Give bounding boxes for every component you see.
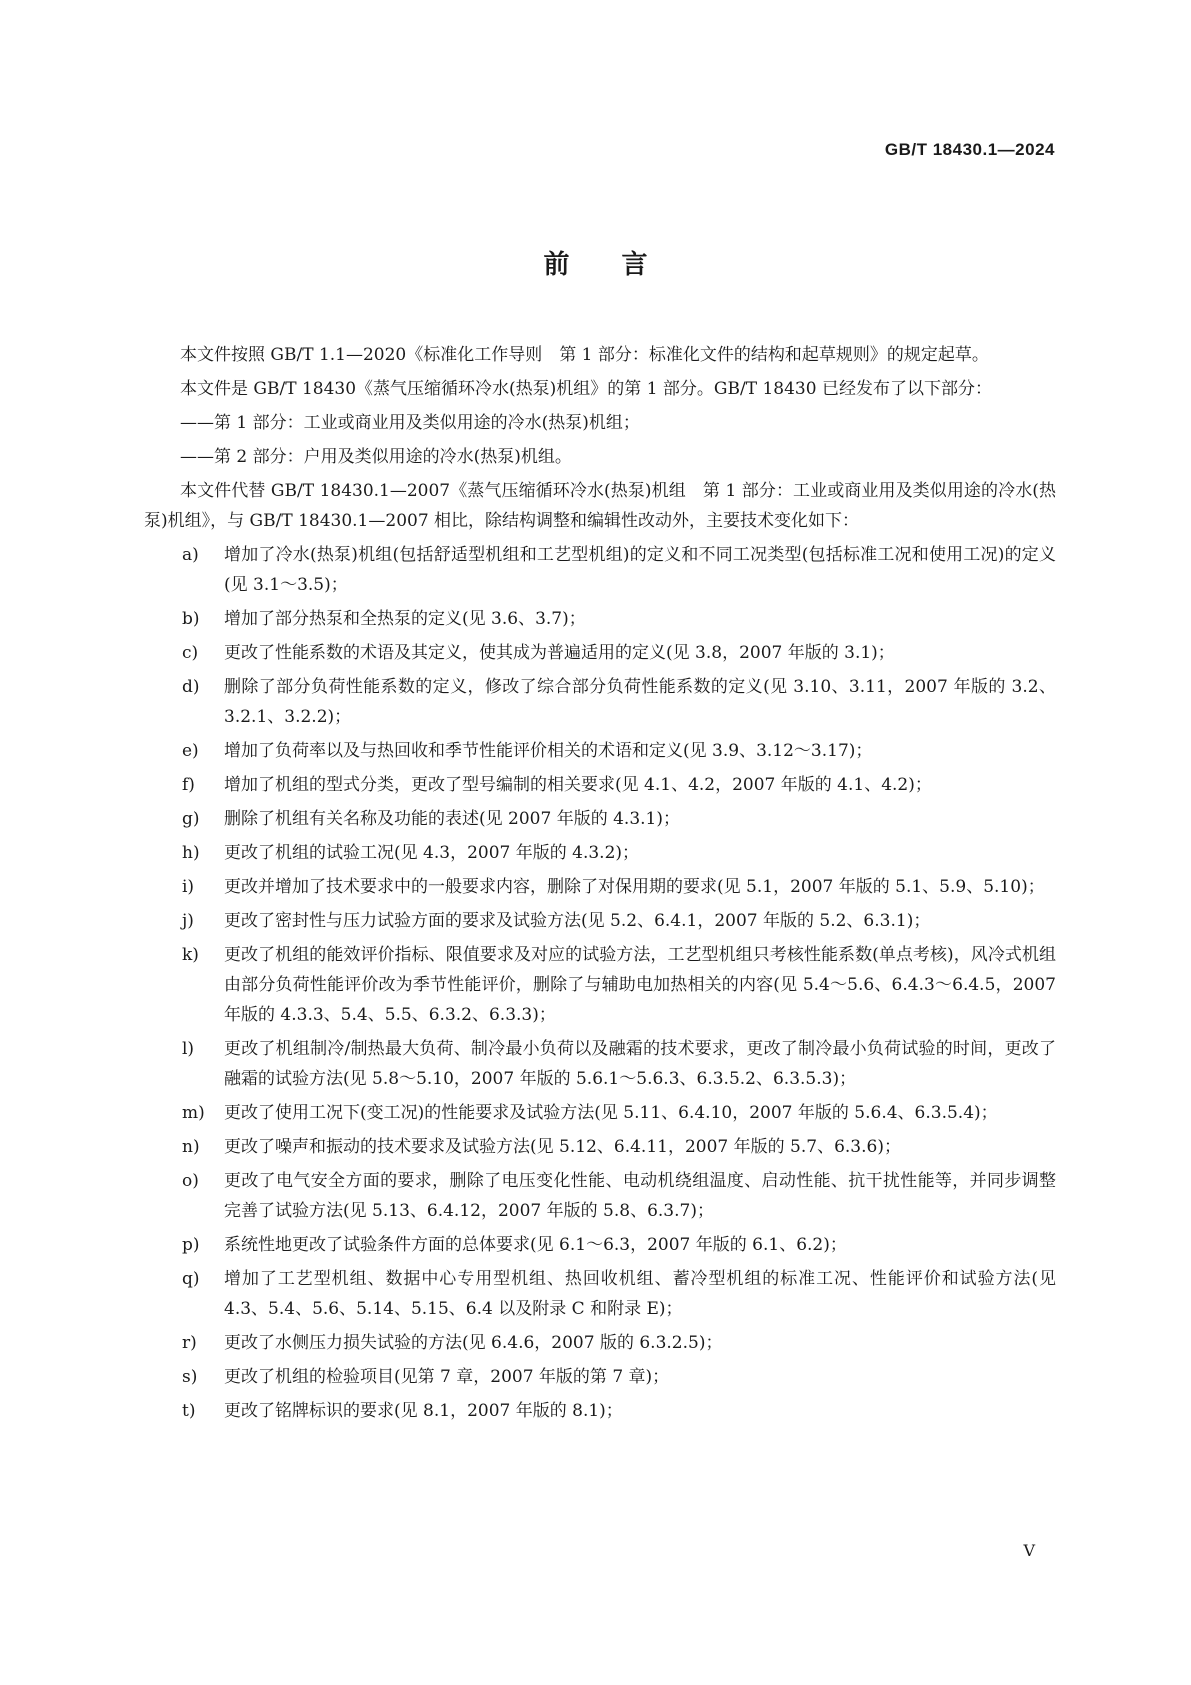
list-item [144, 872, 1056, 902]
list-marker: r) [182, 1333, 197, 1353]
paragraph-drafting-rules: 本文件按照 GB/T 1.1—2020《标准化工作导则 第 1 部分：标准化文件的结构和起草规则》的规定起草。 [180, 345, 989, 365]
list-marker: t) [182, 1401, 196, 1421]
list-marker: f) [182, 775, 195, 795]
list-item [144, 1396, 1056, 1426]
list-item-text: 更改了噪声和振动的技术要求及试验方法(见 5.12、6.4.11，2007 年版的 5.7、6.3.6)； [224, 1137, 901, 1157]
list-item-text: 删除了部分负荷性能系数的定义，修改了综合部分负荷性能系数的定义(见 3.10、3.11，2007 年版的 3.2、3.2.1、3.2.2)； [224, 677, 1056, 727]
list-marker: n) [182, 1137, 200, 1157]
list-marker: d) [182, 677, 200, 697]
list-item-text: 更改了密封性与压力试验方面的要求及试验方法(见 5.2、6.4.1，2007 年版的 5.2、6.3.1)； [224, 911, 931, 931]
list-item [144, 672, 1056, 732]
paragraph-series-intro: 本文件是 GB/T 18430《蒸气压缩循环冷水(热泵)机组》的第 1 部分。GB/T 18430 已经发布了以下部分： [180, 379, 992, 399]
list-item [144, 1328, 1056, 1358]
list-item [144, 770, 1056, 800]
list-item [144, 1098, 1056, 1128]
page-number: V [1023, 1541, 1035, 1560]
list-item-text: 增加了负荷率以及与热回收和季节性能评价相关的术语和定义(见 3.9、3.12～3.17)； [224, 741, 873, 761]
list-item-text: 增加了部分热泵和全热泵的定义(见 3.6、3.7)； [224, 609, 586, 629]
list-item-text: 更改了机组的能效评价指标、限值要求及对应的试验方法，工艺型机组只考核性能系数(单点考核)，风冷式机组由部分负荷性能评价改为季节性能评价，删除了与辅助电加热相关的内容(见 5.4～5.6、6.4.3～6.4.5，2007 年版的 4.3.3、5.4、5.5、6.3.2、6.3.3)； [224, 945, 1056, 1025]
list-marker: s) [182, 1367, 198, 1387]
list-item [144, 804, 1056, 834]
list-item [144, 540, 1056, 600]
list-item-text: 更改并增加了技术要求中的一般要求内容，删除了对保用期的要求(见 5.1，2007 年版的 5.1、5.9、5.10)； [224, 877, 1045, 897]
list-marker: h) [182, 843, 200, 863]
list-item-text: 更改了性能系数的术语及其定义，使其成为普遍适用的定义(见 3.8，2007 年版的 3.1)； [224, 643, 895, 663]
list-item-text: 更改了电气安全方面的要求，删除了电压变化性能、电动机绕组温度、启动性能、抗干扰性能等，并同步调整完善了试验方法(见 5.13、6.4.12，2007 年版的 5.8、6.3.7)； [224, 1171, 1056, 1221]
changes-list [144, 540, 1056, 1426]
list-item-text: 更改了铭牌标识的要求(见 8.1，2007 年版的 8.1)； [224, 1401, 623, 1421]
list-marker: k) [182, 945, 199, 965]
list-marker: l) [182, 1039, 195, 1059]
list-item [144, 940, 1056, 1030]
list-item [144, 736, 1056, 766]
list-item-text: 系统性地更改了试验条件方面的总体要求(见 6.1～6.3，2007 年版的 6.1、6.2)； [224, 1235, 847, 1255]
part-1-entry: ——第 1 部分：工业或商业用及类似用途的冷水(热泵)机组； [180, 413, 640, 433]
list-marker: p) [182, 1235, 200, 1255]
list-item-text: 更改了机组的试验工况(见 4.3，2007 年版的 4.3.2)； [224, 843, 640, 863]
list-marker: g) [182, 809, 200, 829]
list-item-text: 更改了机组的检验项目(见第 7 章，2007 年版的第 7 章)； [224, 1367, 670, 1387]
list-item [144, 838, 1056, 868]
list-item-text: 增加了工艺型机组、数据中心专用型机组、热回收机组、蓄冷型机组的标准工况、性能评价和试验方法(见 4.3、5.4、5.6、5.14、5.15、6.4 以及附录 C 和附录 E)； [224, 1269, 1056, 1319]
list-item-text: 增加了冷水(热泵)机组(包括舒适型机组和工艺型机组)的定义和不同工况类型(包括标准工况和使用工况)的定义(见 3.1～3.5)； [224, 545, 1056, 595]
list-item-text: 更改了水侧压力损失试验的方法(见 6.4.6，2007 版的 6.3.2.5)； [224, 1333, 723, 1353]
list-item-text: 删除了机组有关名称及功能的表述(见 2007 年版的 4.3.1)； [224, 809, 680, 829]
list-item [144, 1264, 1056, 1324]
list-marker: c) [182, 643, 199, 663]
list-item [144, 1166, 1056, 1226]
document-body [144, 340, 1056, 1430]
list-marker: b) [182, 609, 200, 629]
list-item [144, 1230, 1056, 1260]
list-marker: o) [182, 1171, 199, 1191]
part-2-entry: ——第 2 部分：户用及类似用途的冷水(热泵)机组。 [180, 447, 572, 467]
list-marker: q) [182, 1269, 200, 1289]
list-marker: a) [182, 545, 199, 565]
list-item [144, 1132, 1056, 1162]
page-title: 前言 [543, 250, 700, 280]
list-item-text: 更改了机组制冷/制热最大负荷、制冷最小负荷以及融霜的技术要求，更改了制冷最小负荷试验的时间，更改了融霜的试验方法(见 5.8～5.10，2007 年版的 5.6.1～5.6.3、6.3.5.2、6.3.5.3)； [224, 1039, 1056, 1089]
list-marker: j) [182, 911, 194, 931]
list-item [144, 1034, 1056, 1094]
list-item [144, 638, 1056, 668]
list-marker: e) [182, 741, 199, 761]
list-item-text: 更改了使用工况下(变工况)的性能要求及试验方法(见 5.11、6.4.10，2007 年版的 5.6.4、6.3.5.4)； [224, 1103, 998, 1123]
list-item-text: 增加了机组的型式分类，更改了型号编制的相关要求(见 4.1、4.2，2007 年版的 4.1、4.2)； [224, 775, 932, 795]
paragraph-replacement: 本文件代替 GB/T 18430.1—2007《蒸气压缩循环冷水(热泵)机组 第 1 部分：工业或商业用及类似用途的冷水(热泵)机组》，与 GB/T 18430.1—2007 相比，除结构调整和编辑性改动外，主要技术变化如下： [144, 481, 1056, 531]
list-marker: i) [182, 877, 195, 897]
list-item [144, 1362, 1056, 1392]
list-item [144, 604, 1056, 634]
list-marker: m) [182, 1103, 205, 1123]
document-number: GB/T 18430.1—2024 [884, 140, 1055, 159]
list-item [144, 906, 1056, 936]
